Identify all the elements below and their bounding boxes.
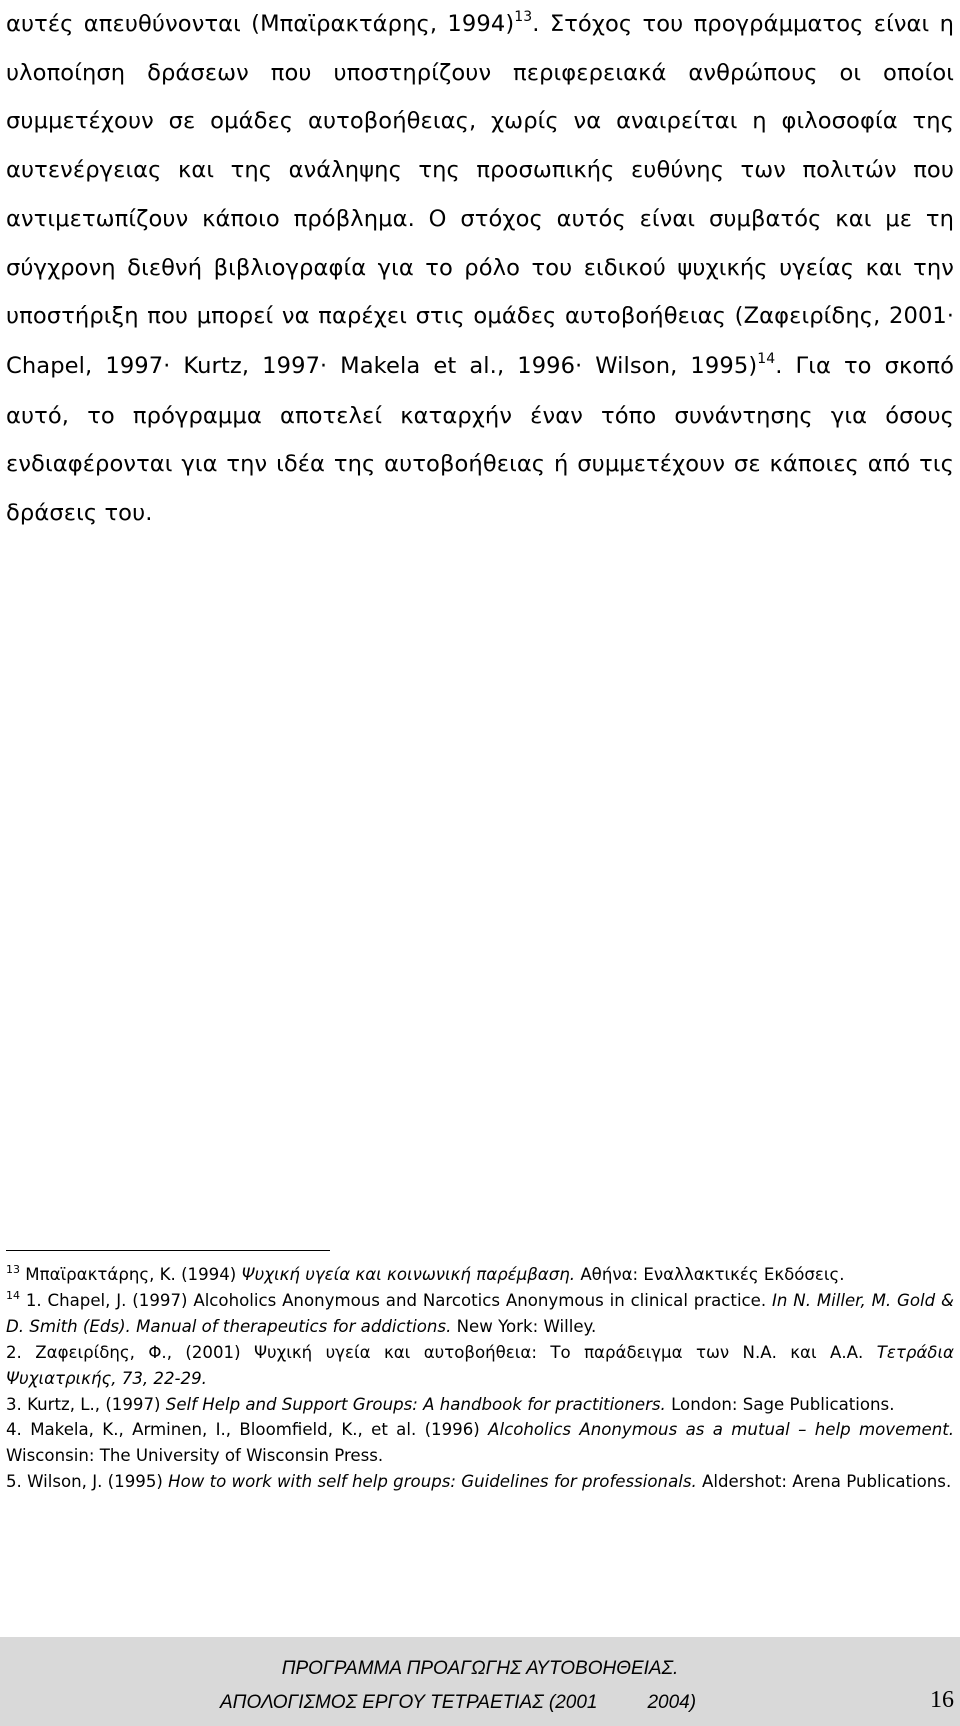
footnotes (6, 1262, 954, 1495)
footnote-14-ref-1: $^{14}$ 1. Chapel, J. (1997) Alcoholics Anonymous and Narcotics Anonymous in clinical practice. In N. Miller, M. Gold & D. Smith (Eds). Manual of therapeutics for addictions. New York: Willey. (6, 1288, 954, 1336)
page-footer (0, 1637, 960, 1726)
paragraph: αυτές απευθύνονται (Μπαϊρακτάρης, 1994)$^{13}$. Στόχος του προγράμματος είναι η υλοποίηση δράσεων που υποστηρίζουν περιφερειακά ανθρώπους οι οποίοι συμμετέχουν σε ομάδες αυτοβοήθειας, χωρίς να αναιρείται η φιλοσοφία της αυτενέργειας και της ανάληψης της προσωπικής ευθύνης των πολιτών που αντιμετωπίζουν κάποιο πρόβλημα. Ο στόχος αυτός είναι συμβατός και με τη σύγχρονη διεθνή βιβλιογραφία για το ρόλο του ειδικού ψυχικής υγείας και την υποστήριξη που μπορεί να παρέχει στις ομάδες αυτοβοήθειας (Ζαφειρίδης, 2001· Chapel, 1997· Kurtz, 1997· Makela et al., 1996· Wilson, 1995)$^{14}$. Για το σκοπό αυτό, το πρόγραμμα αποτελεί καταρχήν έναν τόπο συνάντησης για όσους ενδιαφέρονται για την ιδέα της αυτοβοήθειας ή συμμετέχουν σε κάποιες από τις δράσεις του. (6, 9, 954, 527)
footnote-14-ref-3: 3. Kurtz, L., (1997) Self Help and Support Groups: A handbook for practitioners. London: Sage Publications. (6, 1394, 895, 1414)
footnote-separator (6, 1250, 330, 1251)
page-number: 16 (930, 1687, 954, 1713)
footnote-ref-13[interactable]: 13 (514, 9, 533, 25)
footnote-ref-14[interactable]: 14 (757, 350, 776, 367)
body-text (6, 0, 954, 538)
footnote-14-ref-4: 4. Makela, K., Arminen, I., Bloomfield, K., et al. (1996) Alcoholics Anonymous as a mutual – help movement. Wisconsin: The University of Wisconsin Press. (6, 1420, 954, 1466)
footnote-13: $^{13}$ Μπαϊρακτάρης, Κ. (1994) Ψυχική υγεία και κοινωνική παρέμβαση. Αθήνα: Εναλλακτικές Εκδόσεις. (6, 1263, 845, 1284)
footnote-14-ref-2: 2. Ζαφειρίδης, Φ., (2001) Ψυχική υγεία και αυτοβοήθεια: Το παράδειγμα των Ν.Α. και Α.Α. Τετράδια Ψυχιατρικής, 73, 22-29. (6, 1342, 954, 1388)
footer-report-title: ΑΠΟΛΟΓΙΣΜΟΣ ΕΡΓΟΥ ΤΕΤΡΑΕΤΙΑΣ (2001 2004) (220, 1692, 697, 1713)
footer-program-title: ΠΡΟΓΡΑΜΜΑ ΠΡΟΑΓΩΓΗΣ ΑΥΤΟΒΟΗΘΕΙΑΣ. (281, 1658, 679, 1679)
footnote-14-ref-5: 5. Wilson, J. (1995) How to work with self help groups: Guidelines for professionals. Aldershot: Arena Publications. (6, 1472, 952, 1492)
